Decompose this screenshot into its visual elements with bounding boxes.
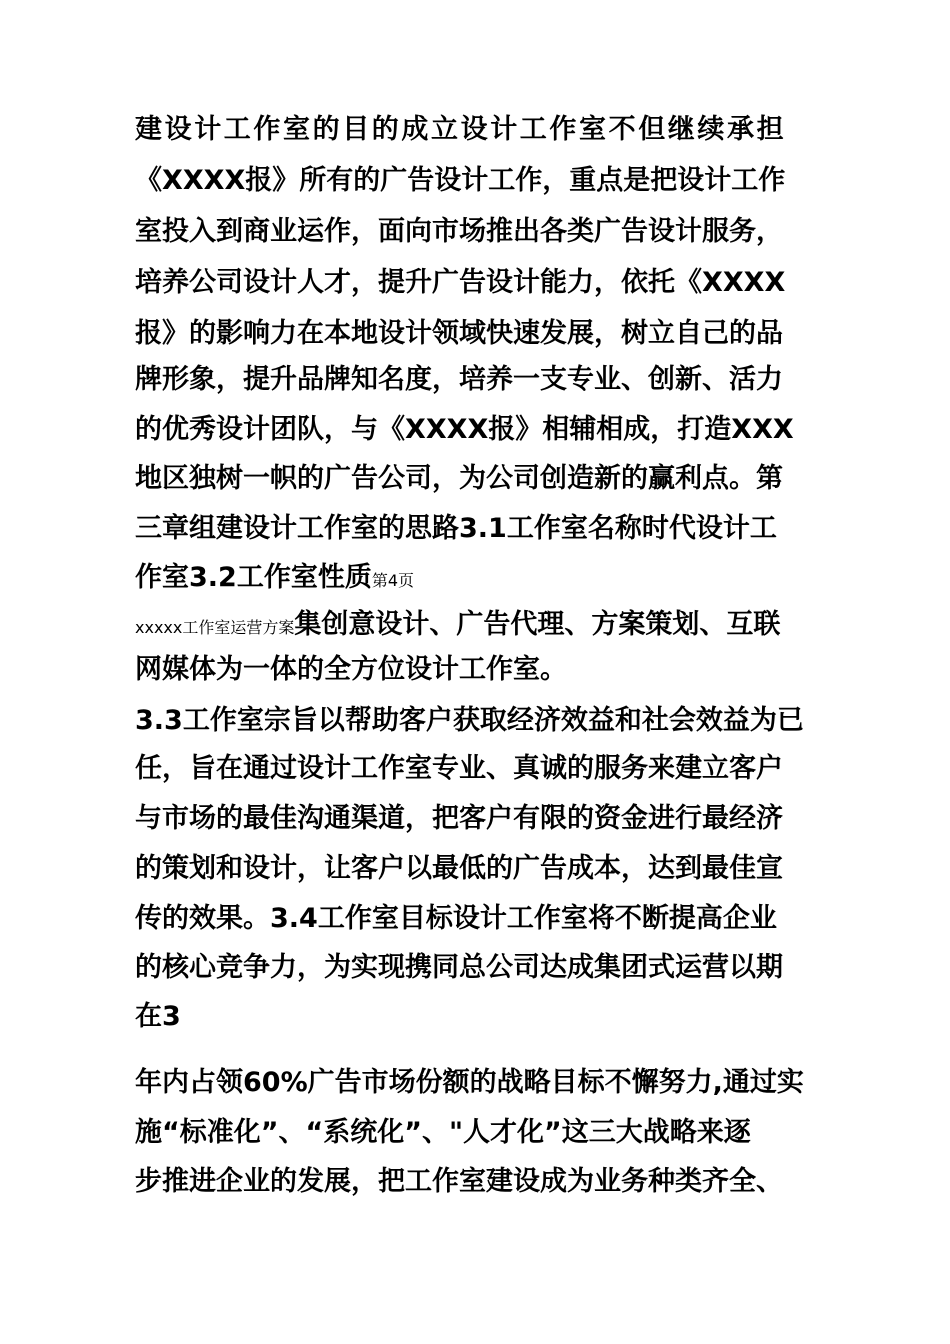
text-line: 建设计工作室的目的成立设计工作室不但继续承担 bbox=[135, 114, 787, 145]
text-line: 三章组建设计工作室的思路3.1工作室名称时代设计工 bbox=[135, 513, 777, 544]
text-line: 培养公司设计人才，提升广告设计能力，依托《XXXX bbox=[135, 267, 786, 298]
text-line: 的核心竞争力，为实现携同总公司达成集团式运营以期 bbox=[135, 952, 783, 983]
text-line: 3.3工作室宗旨以帮助客户获取经济效益和社会效益为已 bbox=[135, 705, 804, 736]
text-line: 步推进企业的发展，把工作室建设成为业务种类齐全、 bbox=[135, 1166, 783, 1197]
text-line: 地区独树一帜的广告公司，为公司创造新的赢利点。第 bbox=[135, 463, 783, 494]
text-line bbox=[135, 608, 835, 642]
text-line: 报》的影响力在本地设计领域快速发展，树立自己的品 bbox=[135, 318, 783, 349]
text-line: 的策划和设计，让客户以最低的广告成本，达到最佳宣 bbox=[135, 853, 783, 884]
running-header: xxxxx工作室运营方案 bbox=[135, 618, 295, 637]
text-line: 与市场的最佳沟通渠道，把客户有限的资金进行最经济 bbox=[135, 803, 783, 834]
text-line: 室投入到商业运作，面向市场推出各类广告设计服务， bbox=[135, 216, 783, 247]
text-line: 传的效果。3.4工作室目标设计工作室将不断提高企业 bbox=[135, 903, 777, 934]
text-line: 网媒体为一体的全方位设计工作室。 bbox=[135, 654, 567, 685]
text-line: 在3 bbox=[135, 1001, 181, 1032]
page-footer: 第4页 bbox=[371, 571, 415, 590]
text-line: 任，旨在通过设计工作室专业、真诚的服务来建立客户 bbox=[135, 753, 783, 784]
text-line: 牌形象，提升品牌知名度，培养一支专业、创新、活力 bbox=[135, 364, 783, 395]
text-line: 《XXXX报》所有的广告设计工作，重点是把设计工作 bbox=[135, 165, 786, 196]
text-line: 的优秀设计团队，与《XXXX报》相辅相成，打造XXX bbox=[135, 414, 794, 445]
text-line bbox=[135, 561, 835, 595]
text-segment: 集创意设计、广告代理、方案策划、互联 bbox=[294, 609, 781, 640]
text-line: 年内占领60%广告市场份额的战略目标不懈努力,通过实 bbox=[135, 1067, 804, 1098]
text-line: 施“标准化”、“系统化”、"人才化”这三大战略来逐 bbox=[135, 1117, 751, 1148]
text-segment: 作室3.2工作室性质 bbox=[135, 562, 372, 593]
